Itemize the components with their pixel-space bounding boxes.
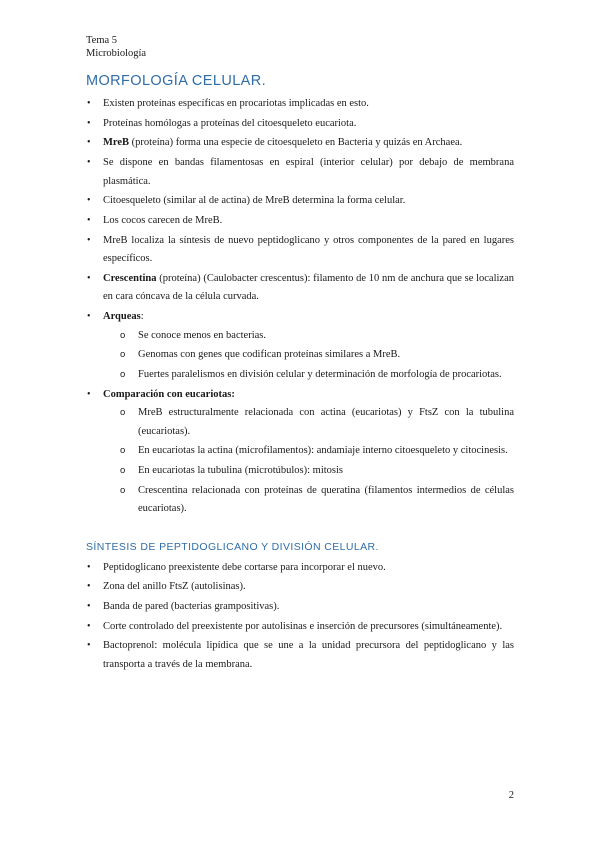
sub-bullet-icon: o bbox=[120, 329, 126, 341]
arqueas-sublist bbox=[103, 327, 514, 385]
list-item: • Citoesqueleto (similar al de actina) de MreB determina la forma celular. bbox=[86, 192, 514, 211]
bullet-icon: • bbox=[87, 137, 91, 149]
sub-list-item: o MreB estructuralmente relacionada con actina (eucariotas) y FtsZ con la tubulina (eucariotas). bbox=[104, 404, 514, 441]
list-item: • MreB (proteína) forma una especie de citoesqueleto en Bacteria y quizás en Archaea. bbox=[86, 134, 514, 153]
bullet-icon: • bbox=[87, 311, 91, 322]
bullet-icon: • bbox=[87, 98, 91, 109]
sub-bullet-icon: o bbox=[120, 445, 126, 457]
sub-list-item: o En eucariotas la actina (microfilamentos): andamiaje interno citoesqueleto y citocinesis. bbox=[104, 442, 514, 461]
sub-list-item: o Fuertes paralelismos en división celular y determinación de morfología de procariotas. bbox=[104, 366, 514, 385]
list-item: • Los cocos carecen de MreB. bbox=[86, 212, 514, 231]
list-item-arqueas: • Arqueas: o Se conoce menos en bacterias. o Genomas con genes que codifican proteínas similares a MreB. o Fuertes paralelismos en división celular y determinación de morfología de procariotas. bbox=[86, 308, 514, 384]
list-item: • Existen proteínas específicas en procariotas implicadas en esto. bbox=[86, 95, 514, 114]
eucariotas-sublist bbox=[103, 404, 514, 519]
bullet-icon: • bbox=[87, 601, 91, 612]
list-item: • Zona del anillo FtsZ (autolisinas). bbox=[86, 578, 514, 597]
list-item: • Crescentina (proteína) (Caulobacter crescentus): filamento de 10 nm de anchura que se localizan en cara cóncava de la célula curvada. bbox=[86, 270, 514, 307]
bullet-icon: • bbox=[87, 640, 91, 652]
bullet-icon: • bbox=[87, 561, 91, 573]
bullet-icon: • bbox=[87, 157, 91, 169]
list-item: • Bactoprenol: molécula lipídica que se une a la unidad precursora del peptidoglicano y las transporta a través de la membrana. bbox=[86, 637, 514, 674]
document-body bbox=[86, 73, 514, 676]
sub-bullet-icon: o bbox=[120, 349, 126, 361]
bullet-icon: • bbox=[87, 214, 91, 226]
bullet-icon: • bbox=[87, 581, 91, 593]
sub-list-item: o En eucariotas la tubulina (microtúbulos): mitosis bbox=[104, 462, 514, 481]
page-number: 2 bbox=[508, 790, 514, 801]
list-item: • Peptidoglicano preexistente debe cortarse para incorporar el nuevo. bbox=[86, 559, 514, 578]
list-item: • Proteínas homólogas a proteínas del citoesqueleto eucariota. bbox=[86, 115, 514, 134]
bullet-icon: • bbox=[87, 195, 91, 207]
sub-bullet-icon: o bbox=[120, 368, 126, 380]
list-item: • Corte controlado del preexistente por autolisinas e inserción de precursores (simultáneamente). bbox=[86, 618, 514, 637]
list-item: • Se dispone en bandas filamentosas en espiral (interior celular) por debajo de membrana plasmática. bbox=[86, 154, 514, 191]
sintesis-list bbox=[86, 559, 514, 675]
bullet-icon: • bbox=[87, 388, 91, 400]
bullet-icon: • bbox=[87, 117, 91, 129]
section-title-sintesis: SÍNTESIS DE PEPTIDOGLICANO Y DIVISIÓN CELULAR. bbox=[86, 540, 379, 553]
bullet-icon: • bbox=[87, 620, 91, 632]
sub-list-item: o Crescentina relacionada con proteínas de queratina (filamentos intermedios de células eucariotas). bbox=[104, 482, 514, 519]
bullet-icon: • bbox=[87, 234, 91, 246]
sub-bullet-icon: o bbox=[120, 464, 126, 476]
list-item: • Banda de pared (bacterias grampositivas). bbox=[86, 598, 514, 617]
sub-list-item: o Se conoce menos en bacterias. bbox=[104, 327, 514, 346]
sub-bullet-icon: o bbox=[120, 407, 126, 419]
header-topic: Tema 5 bbox=[86, 35, 118, 46]
header-subject: Microbiología bbox=[86, 48, 147, 59]
page-header bbox=[86, 34, 146, 60]
morfologia-list bbox=[86, 95, 514, 519]
list-item-eucariotas: • Comparación con eucariotas: o MreB estructuralmente relacionada con actina (eucariotas) y FtsZ con la tubulina (eucariotas). o En eucariotas la actina (microfilamentos): andamiaje interno citoesqueleto y citocinesis. o En eucariotas la tubulina (microtúbulos): mitosis o Crescentina relacionada con proteínas de queratina (filamentos intermedios de células eucariotas). bbox=[86, 386, 514, 519]
list-item: • MreB localiza la síntesis de nuevo peptidoglicano y otros componentes de la pared en lugares específicos. bbox=[86, 232, 514, 269]
sub-bullet-icon: o bbox=[120, 484, 126, 496]
bullet-icon: • bbox=[87, 272, 91, 284]
sub-list-item: o Genomas con genes que codifican proteínas similares a MreB. bbox=[104, 346, 514, 365]
section-title-morfologia: MORFOLOGÍA CELULAR. bbox=[86, 73, 267, 89]
